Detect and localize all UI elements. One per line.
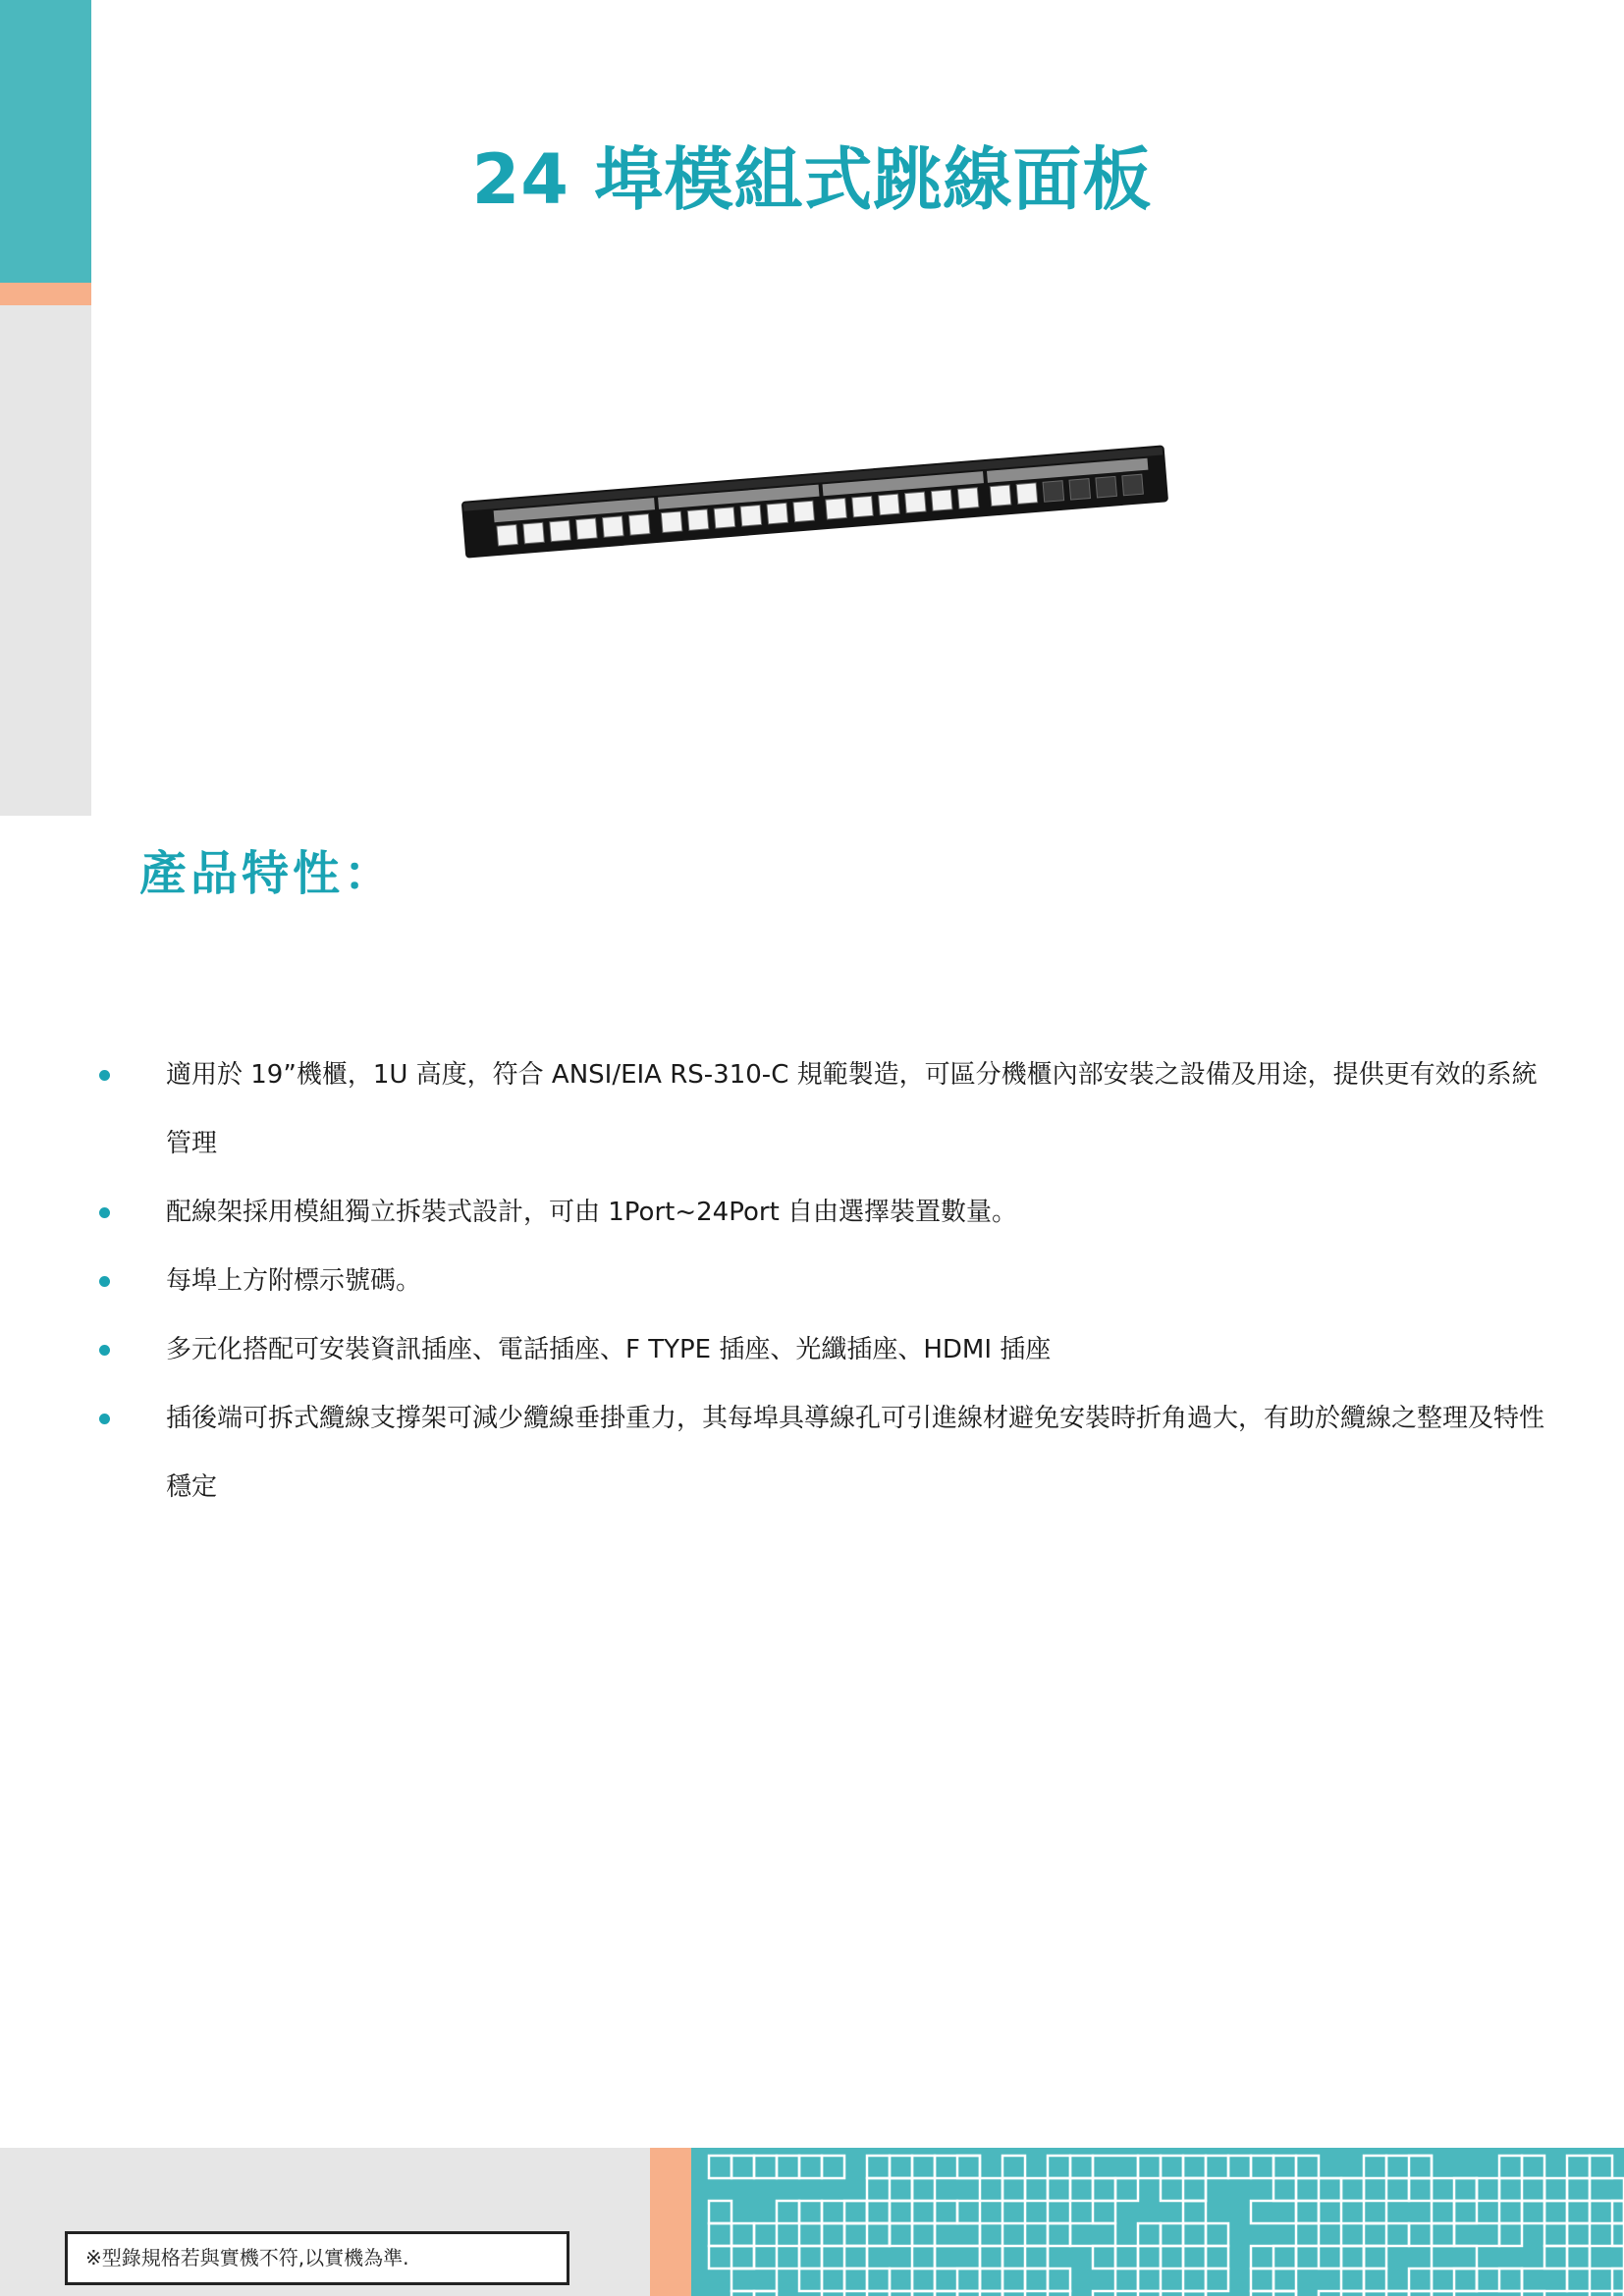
feature-item: [94, 1041, 1547, 1178]
side-decor-orange: [0, 283, 91, 305]
bullet-icon: [99, 1070, 110, 1081]
section-heading: 產品特性：: [139, 846, 396, 901]
disclaimer: ※型錄規格若與實機不符,以實機為準.: [65, 2231, 569, 2285]
footer-grid-pattern: [691, 2148, 1624, 2296]
feature-item: [94, 1247, 1547, 1315]
feature-text: 每埠上方附標示號碼。: [166, 1266, 422, 1296]
patch-panel-image: [457, 436, 1173, 569]
bullet-icon: [99, 1207, 110, 1218]
footer-band-orange: [650, 2148, 691, 2296]
page-title: 24 埠模組式跳線面板: [471, 139, 1153, 220]
bullet-icon: [99, 1276, 110, 1287]
feature-item: [94, 1384, 1547, 1522]
feature-text: 插後端可拆式纜線支撐架可減少纜線垂掛重力，其每埠具導線孔可引進線材避免安裝時折角過大，有助於纜線之整理及特性穩定: [166, 1404, 1545, 1502]
side-decor-grey: [0, 305, 91, 816]
bullet-icon: [99, 1414, 110, 1424]
feature-text: 配線架採用模組獨立拆裝式設計，可由 1Port~24Port 自由選擇裝置數量。: [166, 1198, 1018, 1227]
feature-item: [94, 1178, 1547, 1247]
feature-text: 多元化搭配可安裝資訊插座、電話插座、F TYPE 插座、光纖插座、HDMI 插座: [166, 1335, 1052, 1364]
feature-item: [94, 1315, 1547, 1384]
bullet-icon: [99, 1345, 110, 1356]
feature-text: 適用於 19”機櫃，1U 高度，符合 ANSI/EIA RS-310-C 規範製造，可區分機櫃內部安裝之設備及用途，提供更有效的系統管理: [166, 1060, 1538, 1158]
feature-list: [94, 1041, 1547, 1522]
